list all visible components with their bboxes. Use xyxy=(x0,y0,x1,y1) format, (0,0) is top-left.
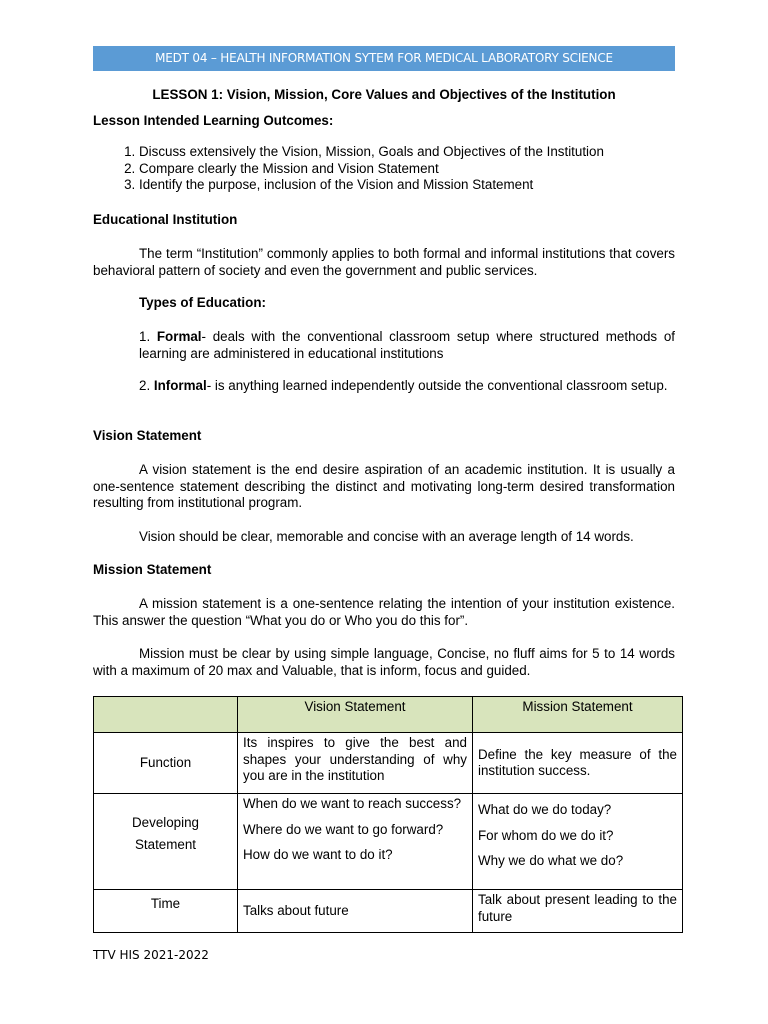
developing-mission-line: For whom do we do it? xyxy=(478,827,614,843)
list-item: 1. Discuss extensively the Vision, Mission, Goals and Objectives of the Institution xyxy=(139,144,721,161)
list-item: 3. Identify the purpose, inclusion of the Vision and Mission Statement xyxy=(139,177,721,194)
row-label-time: Time xyxy=(94,890,238,933)
time-mission-cell: Talk about present leading to the future xyxy=(473,890,683,933)
types-heading: Types of Education: xyxy=(139,295,266,310)
type-formal xyxy=(139,329,675,362)
row-label-line: Statement xyxy=(134,837,197,852)
row-label-developing xyxy=(94,794,238,890)
developing-vision-cell xyxy=(238,794,473,890)
developing-mission-cell xyxy=(473,794,683,890)
type-desc: - is anything learned independently outside the conventional classroom setup. xyxy=(206,378,668,393)
type-informal xyxy=(139,378,675,395)
table-header-row xyxy=(94,697,683,733)
row-label-line: Developing xyxy=(132,815,199,830)
developing-vision-line: When do we want to reach success? xyxy=(243,796,462,811)
developing-mission-line: Why we do what we do? xyxy=(478,853,624,868)
header-cell-empty xyxy=(94,697,238,733)
vision-paragraph-1: A vision statement is the end desire aspiration of an academic institution. It is usually a one-sentence statement describing the distinct and motivating long-term desired transformation resulting from institutional program. xyxy=(93,462,675,510)
list-item: 2. Compare clearly the Mission and Vision Statement xyxy=(139,161,721,178)
mission-heading: Mission Statement xyxy=(93,562,212,577)
developing-vision-line: Where do we want to go forward? xyxy=(243,821,444,837)
table-row xyxy=(94,890,683,933)
vision-heading: Vision Statement xyxy=(93,428,202,443)
outcomes-list xyxy=(93,144,721,194)
developing-vision-line: How do we want to do it? xyxy=(243,847,393,862)
outcomes-heading: Lesson Intended Learning Outcomes: xyxy=(93,113,334,128)
type-number: 2. xyxy=(139,378,154,393)
comparison-table xyxy=(93,696,683,933)
type-desc: - deals with the conventional classroom setup where structured methods of learning are administered in educational institutions xyxy=(139,329,675,361)
table-row xyxy=(94,733,683,794)
educational-heading: Educational Institution xyxy=(93,212,238,227)
table-row xyxy=(94,794,683,890)
lesson-title: LESSON 1: Vision, Mission, Core Values and Objectives of the Institution xyxy=(152,87,616,102)
header-cell-mission: Mission Statement xyxy=(473,697,683,733)
footer-text: TTV HIS 2021-2022 xyxy=(93,948,209,962)
type-term: Informal xyxy=(153,378,207,393)
type-term: Formal xyxy=(156,329,202,344)
developing-mission-line: What do we do today? xyxy=(478,802,612,817)
mission-paragraph-1: A mission statement is a one-sentence relating the intention of your institution existence. This answer the question “What you do or Who you do this for”. xyxy=(93,596,675,628)
function-mission-cell: Define the key measure of the institution success. xyxy=(473,733,683,794)
educational-paragraph: The term “Institution” commonly applies to both formal and informal institutions that covers behavioral pattern of society and even the government and public services. xyxy=(93,246,675,278)
header-cell-vision: Vision Statement xyxy=(238,697,473,733)
mission-paragraph-2: Mission must be clear by using simple language, Concise, no fluff aims for 5 to 14 words with a maximum of 20 max and Valuable, that is inform, focus and guided. xyxy=(93,646,675,678)
vision-paragraph-2: Vision should be clear, memorable and concise with an average length of 14 words. xyxy=(139,529,634,544)
row-label-function: Function xyxy=(94,733,238,794)
function-vision-cell: Its inspires to give the best and shapes your understanding of why you are in the institution xyxy=(238,733,473,794)
course-banner: MEDT 04 – HEALTH INFORMATION SYTEM FOR MEDICAL LABORATORY SCIENCE xyxy=(93,46,675,71)
time-vision-cell: Talks about future xyxy=(238,890,473,933)
type-number: 1. xyxy=(139,329,157,344)
